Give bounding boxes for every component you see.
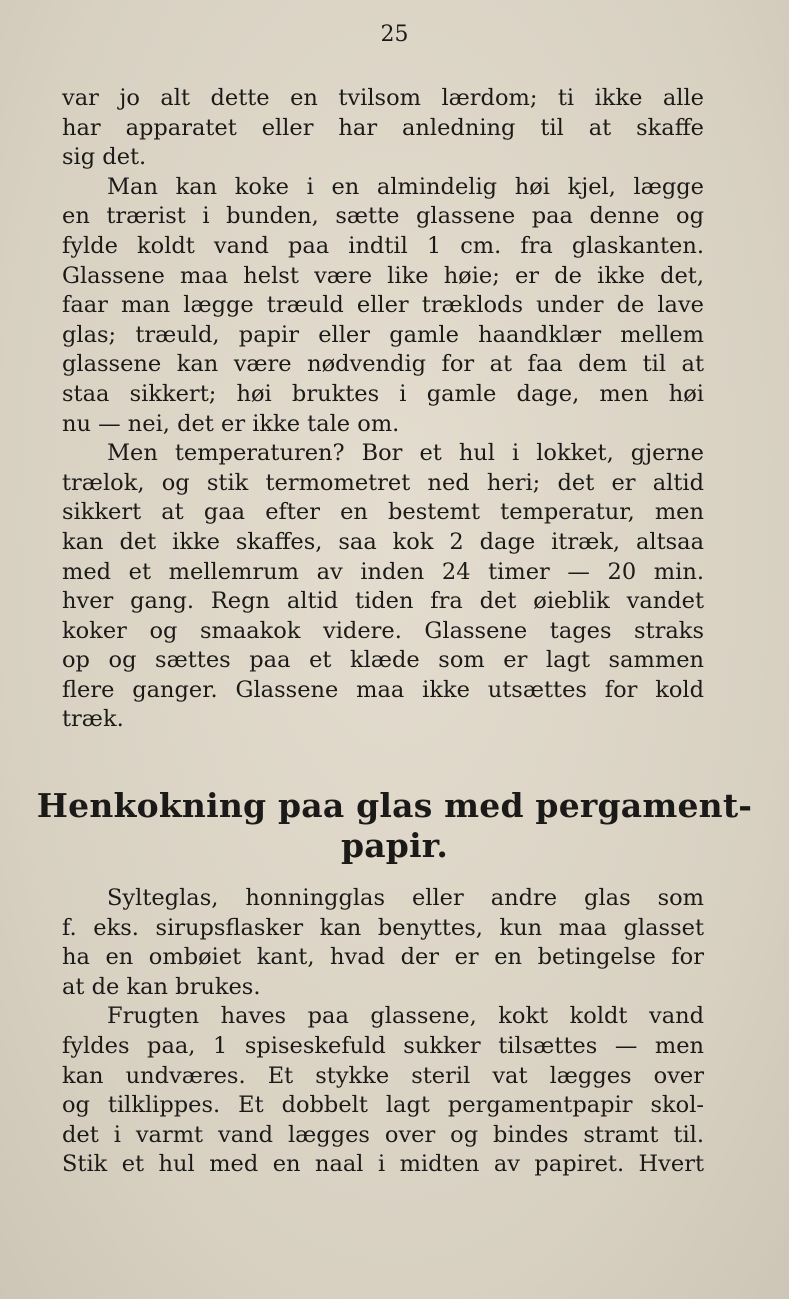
text-line: staa sikkert; høi bruktes i gamle dage, men høi (62, 380, 704, 407)
text-line: Sylteglas, honningglas eller andre glas som (107, 885, 704, 911)
section-heading (0, 786, 789, 866)
text-line: fylde koldt vand paa indtil 1 cm. fra glaskanten. (62, 232, 704, 259)
text-line: kan undværes. Et stykke steril vat lægges over (62, 1062, 704, 1089)
text-line: Glassene maa helst være like høie; er de ikke det, (62, 262, 704, 289)
text-line: og tilklippes. Et dobbelt lagt pergamentpapir skol- (62, 1092, 704, 1119)
text-line: Men temperaturen? Bor et hul i lokket, gjerne (107, 440, 704, 467)
text-line: fyldes paa, 1 spiseskefuld sukker tilsættes — men (62, 1032, 704, 1059)
heading-line-1: Henkokning paa glas med pergament- (36, 786, 753, 825)
text-line: nu — nei, det er ikke tale om. (62, 410, 400, 437)
text-line: Stik et hul med en naal i midten av papiret. Hvert (62, 1151, 704, 1178)
page-number: 25 (380, 22, 409, 47)
body-text-section-2 (62, 884, 704, 1180)
body-text-section-1 (62, 84, 704, 735)
text-line: glassene kan være nødvendig for at faa dem til at (62, 351, 704, 378)
text-line: var jo alt dette en tvilsom lærdom; ti ikke alle (62, 85, 704, 111)
text-line: Man kan koke i en almindelig høi kjel, lægge (107, 173, 704, 200)
text-line: sikkert at gaa efter en bestemt temperatur, men (62, 499, 704, 526)
text-line: ha en ombøiet kant, hvad der er en betingelse for (62, 944, 704, 971)
text-line: koker og smaakok videre. Glassene tages straks (62, 617, 704, 644)
text-line: faar man lægge træuld eller træklods under de lave (62, 292, 704, 319)
text-line: en trærist i bunden, sætte glassene paa denne og (62, 203, 704, 230)
text-line: sig det. (62, 144, 147, 171)
text-line: har apparatet eller har anledning til at skaffe (62, 114, 704, 141)
text-line: med et mellemrum av inden 24 timer — 20 min. (62, 558, 704, 585)
text-line: træk. (62, 706, 124, 733)
text-line: hver gang. Regn altid tiden fra det øieblik vandet (62, 588, 704, 615)
text-line: Frugten haves paa glassene, kokt koldt vand (107, 1003, 704, 1030)
text-line: op og sættes paa et klæde som er lagt sammen (62, 647, 704, 674)
text-line: kan det ikke skaffes, saa kok 2 dage itræk, altsaa (62, 528, 704, 555)
text-line: at de kan brukes. (62, 973, 261, 1000)
text-line: flere ganger. Glassene maa ikke utsættes for kold (62, 676, 704, 703)
text-line: f. eks. sirupsflasker kan benyttes, kun maa glasset (62, 914, 704, 941)
heading-line-2: papir. (340, 826, 449, 865)
text-line: det i varmt vand lægges over og bindes stramt til. (62, 1121, 704, 1148)
text-line: trælok, og stik termometret ned heri; det er altid (62, 469, 704, 496)
text-line: glas; træuld, papir eller gamle haandklær mellem (62, 321, 704, 348)
